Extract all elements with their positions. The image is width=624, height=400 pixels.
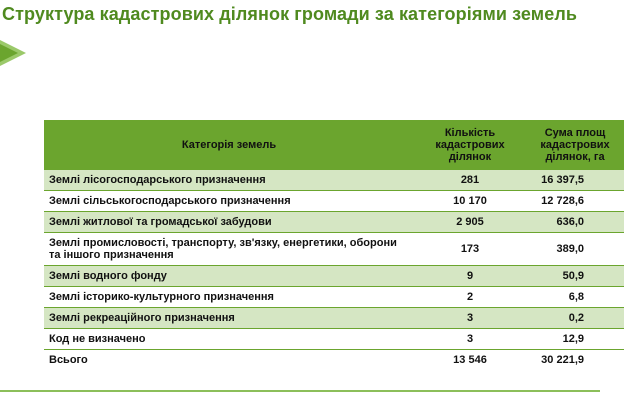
table-header-row [44,120,624,170]
cell-category: Землі сільськогосподарського призначення [44,191,414,212]
cell-area: 50,9 [526,266,624,287]
total-label: Всього [44,350,414,371]
bottom-divider [0,390,600,392]
cell-count: 10 170 [414,191,526,212]
table-row [44,308,624,329]
cell-count: 9 [414,266,526,287]
table-total-row [44,350,624,371]
cell-area: 12 728,6 [526,191,624,212]
header-area: Сума площ кадастрових ділянок, га [526,120,624,170]
land-categories-table-container [44,120,610,370]
land-categories-table [44,120,624,370]
cell-count: 3 [414,308,526,329]
table-row [44,170,624,191]
cell-area: 389,0 [526,233,624,266]
cell-area: 16 397,5 [526,170,624,191]
table-row [44,212,624,233]
table-row [44,266,624,287]
cell-category: Землі промисловості, транспорту, зв'язку, енергетики, оборони та іншого призначення [44,233,414,266]
cell-category: Землі лісогосподарського призначення [44,170,414,191]
cell-category: Землі історико-культурного призначення [44,287,414,308]
cell-area: 0,2 [526,308,624,329]
cell-category: Землі житлової та громадської забудови [44,212,414,233]
cell-category: Код не визначено [44,329,414,350]
total-count: 13 546 [414,350,526,371]
page-title: Структура кадастрових ділянок громади за категоріями земель [2,4,578,24]
cell-count: 2 905 [414,212,526,233]
table-row [44,287,624,308]
cell-area: 12,9 [526,329,624,350]
cell-area: 636,0 [526,212,624,233]
total-area: 30 221,9 [526,350,624,371]
cell-count: 173 [414,233,526,266]
header-category: Категорія земель [44,120,414,170]
table-row [44,233,624,266]
table-row [44,191,624,212]
cell-category: Землі рекреаційного призначення [44,308,414,329]
header-count: Кількість кадастрових ділянок [414,120,526,170]
cell-area: 6,8 [526,287,624,308]
cell-count: 3 [414,329,526,350]
cell-count: 281 [414,170,526,191]
cell-count: 2 [414,287,526,308]
table-row [44,329,624,350]
cell-category: Землі водного фонду [44,266,414,287]
green-arrow-decoration [0,40,26,66]
